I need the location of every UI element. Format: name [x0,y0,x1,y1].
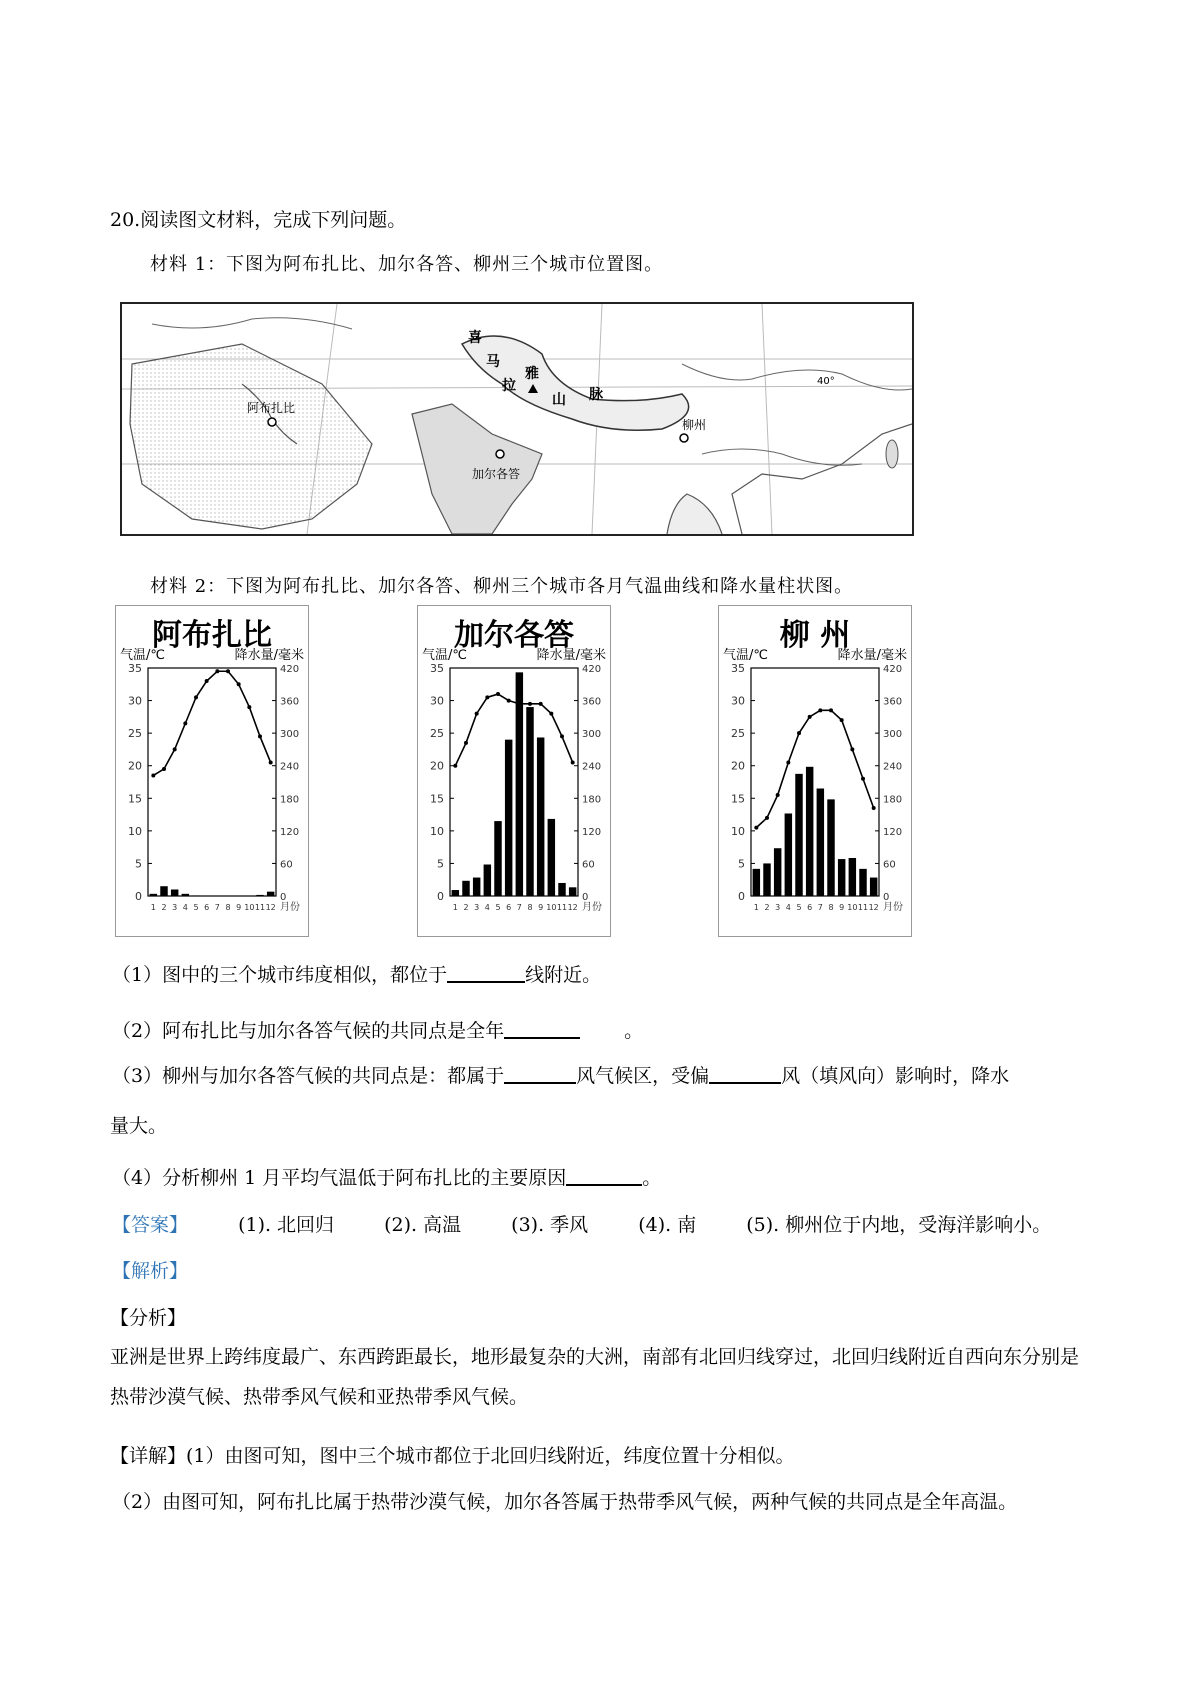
temp-tick-label: 5 [738,857,745,871]
map-label-lat: 40° [817,376,835,387]
precip-bar [160,886,167,896]
temp-point [808,715,812,719]
chart-liuzhou [718,605,912,937]
month-label: 9 [538,903,544,912]
month-label: 6 [506,903,512,912]
q4-text: （4）分析柳州 1 月平均气温低于阿布扎比的主要原因 [112,1167,567,1189]
subquestion-2 [112,1016,643,1043]
answer-item: (5). 柳州位于内地，受海洋影响小。 [746,1214,1052,1236]
month-label: 4 [785,903,791,912]
month-label: 9 [236,903,242,912]
grid-line [762,304,772,534]
month-label: 2 [161,903,167,912]
subquestion-3-cont: 量大。 [110,1115,168,1137]
answer-item: (4). 南 [638,1214,697,1236]
map-label-himalaya-2: 马 [486,354,500,370]
chart-plot [719,606,911,936]
temp-tick-label: 0 [437,890,444,903]
month-label: 2 [764,903,770,912]
temp-point [861,777,865,781]
precip-tick-label: 300 [883,729,903,741]
q4-text-end: 。 [642,1167,662,1189]
temp-tick-label: 35 [731,662,745,675]
temp-tick-label: 10 [430,824,444,838]
map-label-kolkata: 加尔各答 [472,467,521,481]
temp-tick-label: 30 [128,694,142,708]
precip-bar [267,892,274,896]
map-label-himalaya-4: 雅 [525,366,539,382]
temp-tick-label: 5 [135,857,142,871]
kolkata-marker [496,450,504,458]
q3-text: （3）柳州与加尔各答气候的共同点是：都属于 [112,1065,505,1087]
plot-frame [148,668,276,896]
month-label: 9 [839,903,845,912]
map-label-himalaya-1: 喜 [468,330,482,346]
temp-tick-label: 15 [430,792,444,806]
precip-bar [505,740,512,896]
precip-tick-label: 60 [280,859,293,871]
precip-bar [473,878,480,896]
temp-point [539,702,543,706]
temp-tick-label: 0 [135,890,142,903]
q2-text: （2）阿布扎比与加尔各答气候的共同点是全年 [112,1020,505,1042]
temp-point [226,669,230,673]
location-map [120,302,914,536]
temp-tick-label: 15 [731,792,745,806]
month-label: 12 [567,903,578,912]
temp-point [194,695,198,699]
q4-blank[interactable] [566,1166,642,1186]
temp-point [840,718,844,722]
precip-bar [859,869,866,896]
precip-bar [494,821,501,896]
map-label-himalaya-5: 山 [552,392,566,408]
precip-tick-label: 60 [883,859,896,871]
temp-tick-label: 20 [128,759,142,773]
temp-point [850,747,854,751]
taiwan [886,440,898,468]
month-label: 10 [847,903,858,912]
month-label: 5 [796,903,802,912]
month-label: 11 [857,903,869,912]
temp-point [754,826,758,830]
month-label: 3 [172,903,178,912]
precip-bar [795,774,802,896]
month-label: 10 [546,903,557,912]
month-label: 8 [225,903,231,912]
temp-point [528,702,532,706]
q1-blank[interactable] [447,963,525,983]
temp-point [549,712,553,716]
temp-axis-label: 气温/℃ [120,648,165,663]
material-1: 材料 1：下图为阿布扎比、加尔各答、柳州三个城市位置图。 [150,254,664,275]
month-label: 3 [775,903,781,912]
temp-point [183,721,187,725]
precip-bar [849,858,856,896]
map-label-liuzhou: 柳州 [682,418,707,432]
temp-point [765,816,769,820]
question-title: 20.阅读图文材料，完成下列问题。 [110,209,407,231]
precip-tick-label: 240 [280,761,300,773]
detail-1-text: (1）由图可知，图中三个城市都位于北回归线附近，纬度位置十分相似。 [186,1445,795,1467]
month-label: 3 [474,903,480,912]
x-axis-label: 月份 [280,902,300,913]
precip-bar [838,859,845,896]
precip-bar [569,887,576,896]
arabia-landmass [130,344,372,529]
indochina [667,494,722,534]
precip-bar [827,799,834,896]
precip-bar [537,737,544,896]
temp-point [517,702,521,706]
river [702,449,862,465]
temp-point [247,705,251,709]
temp-line [756,710,873,827]
precip-tick-label: 420 [883,664,903,675]
precip-tick-label: 360 [883,696,903,708]
temp-point [151,773,155,777]
precip-bar [256,895,263,896]
precip-tick-label: 0 [582,892,589,903]
precip-bar [817,789,824,896]
precip-tick-label: 0 [280,892,287,903]
precip-bar [452,890,459,896]
chart-title: 柳 州 [779,618,851,653]
plot-frame [751,668,879,896]
precip-bar [785,813,792,896]
q2-blank[interactable] [504,1019,580,1039]
month-label: 8 [828,903,834,912]
temp-point [205,679,209,683]
precip-bar [753,869,760,896]
answer-item: (2). 高温 [384,1214,462,1236]
precip-tick-label: 0 [883,892,890,903]
temp-point [829,708,833,712]
analysis-tag: 【解析】 [112,1260,189,1282]
temp-line [455,694,572,766]
month-label: 7 [817,903,823,912]
answer-item: (3). 季风 [511,1214,589,1236]
month-label: 2 [463,903,469,912]
precip-bar [462,881,469,896]
precip-bar [150,894,157,896]
answer-row [112,1210,1051,1237]
month-label: 7 [516,903,522,912]
q3-text-mid: 风气候区，受偏 [576,1065,710,1087]
precip-tick-label: 120 [883,826,903,838]
liuzhou-marker [680,434,688,442]
precip-tick-label: 420 [582,664,602,675]
temp-point [496,692,500,696]
plateau-outline [462,336,689,430]
month-label: 1 [150,903,156,912]
temp-axis-label: 气温/℃ [422,648,467,663]
temp-tick-label: 30 [731,694,745,708]
temp-tick-label: 25 [128,727,142,741]
map-drawing [122,304,912,534]
answer-item: (1). 北回归 [238,1214,335,1236]
temp-point [215,669,219,673]
temp-tick-label: 0 [738,890,745,903]
temp-line [153,671,270,775]
temp-tick-label: 25 [430,727,444,741]
chart-abu-dhabi [115,605,309,937]
temp-point [776,793,780,797]
precip-bar [516,672,523,896]
q3-text-end: 风（填风向）影响时，降水 [781,1065,1010,1087]
material-2: 材料 2：下图为阿布扎比、加尔各答、柳州三个城市各月气温曲线和降水量柱状图。 [150,576,854,597]
q2-text-end: 。 [624,1020,644,1042]
temp-tick-label: 20 [731,759,745,773]
temp-point [872,806,876,810]
month-label: 10 [244,903,255,912]
chart-plot [116,606,308,936]
month-label: 5 [193,903,199,912]
precip-axis-label: 降水量/毫米 [837,648,907,663]
precip-bar [870,878,877,896]
answer-tag: 【答案】 [112,1214,189,1236]
subquestion-3 [112,1061,1009,1088]
chart-kolkata [417,605,611,937]
temp-point [485,695,489,699]
month-label: 1 [753,903,759,912]
precip-bar [171,889,178,896]
month-label: 6 [807,903,813,912]
precip-tick-label: 360 [280,696,300,708]
temp-point [237,682,241,686]
precip-bar [192,895,199,896]
month-label: 7 [214,903,220,912]
precip-bar [558,883,565,896]
temp-point [162,767,166,771]
temp-tick-label: 10 [128,824,142,838]
detail-tag: 【详解】 [110,1445,187,1467]
month-label: 1 [452,903,458,912]
analysis-subtag: 【分析】 [110,1307,187,1329]
chart-plot [418,606,610,936]
precip-tick-label: 300 [582,729,602,741]
temp-axis-label: 气温/℃ [723,648,768,663]
precip-bar [548,819,555,896]
temp-point [269,760,273,764]
temp-point [797,731,801,735]
month-label: 8 [527,903,533,912]
month-label: 6 [204,903,210,912]
month-label: 12 [265,903,276,912]
precip-axis-label: 降水量/毫米 [536,648,606,663]
precip-tick-label: 60 [582,859,595,871]
precip-tick-label: 180 [883,794,903,806]
month-label: 4 [182,903,188,912]
chart-title: 阿布扎比 [152,618,272,653]
precip-tick-label: 300 [280,729,300,741]
month-label: 5 [495,903,501,912]
precip-bar [182,894,189,896]
temp-point [453,764,457,768]
temp-tick-label: 30 [430,694,444,708]
precip-tick-label: 240 [582,761,602,773]
temp-point [173,747,177,751]
month-label: 12 [868,903,879,912]
analysis-text: 亚洲是世界上跨纬度最广、东西跨距最长，地形最复杂的大洲，南部有北回归线穿过，北回归线附近自西向东分别是热带沙漠气候、热带季风气候和亚热带季风气候。 [110,1346,1080,1408]
subquestion-1 [112,960,601,987]
x-axis-label: 月份 [582,902,602,913]
precip-tick-label: 360 [582,696,602,708]
detail-2: （2）由图可知，阿布扎比属于热带沙漠气候，加尔各答属于热带季风气候，两种气候的共同点是全年高温。 [112,1491,1018,1513]
precip-tick-label: 420 [280,664,300,675]
temp-tick-label: 20 [430,759,444,773]
temp-tick-label: 35 [430,662,444,675]
china-coast [732,424,912,534]
temp-tick-label: 10 [731,824,745,838]
q3-blank-2[interactable] [709,1064,781,1084]
q1-text-end: 线附近。 [525,964,602,986]
temp-tick-label: 15 [128,792,142,806]
precip-bar [806,767,813,896]
precip-bar [774,848,781,896]
precip-axis-label: 降水量/毫米 [234,648,304,663]
temp-point [818,708,822,712]
map-label-himalaya-6: 脉 [589,387,603,403]
month-label: 11 [254,903,266,912]
temp-tick-label: 35 [128,662,142,675]
river [152,318,352,329]
q1-text: （1）图中的三个城市纬度相似，都位于 [112,964,448,986]
temp-tick-label: 25 [731,727,745,741]
temp-tick-label: 5 [437,857,444,871]
temp-point [786,760,790,764]
precip-tick-label: 180 [582,794,602,806]
detail-1 [110,1441,795,1468]
q3-blank-1[interactable] [504,1064,576,1084]
temp-point [475,712,479,716]
x-axis-label: 月份 [883,902,903,913]
temp-point [464,741,468,745]
precip-tick-label: 180 [280,794,300,806]
month-label: 4 [484,903,490,912]
precip-tick-label: 240 [883,761,903,773]
chart-title: 加尔各答 [454,618,574,653]
subquestion-4 [112,1163,661,1190]
precip-tick-label: 120 [280,826,300,838]
temp-point [560,734,564,738]
map-label-himalaya-3: 拉 [502,378,516,394]
precip-bar [484,865,491,896]
temp-point [507,699,511,703]
month-label: 11 [556,903,568,912]
precip-bar [763,863,770,896]
temp-point [258,734,262,738]
precip-tick-label: 120 [582,826,602,838]
precip-bar [526,707,533,896]
temp-point [571,760,575,764]
map-label-abu-dhabi: 阿布扎比 [247,401,296,415]
abu-dhabi-marker [268,418,276,426]
